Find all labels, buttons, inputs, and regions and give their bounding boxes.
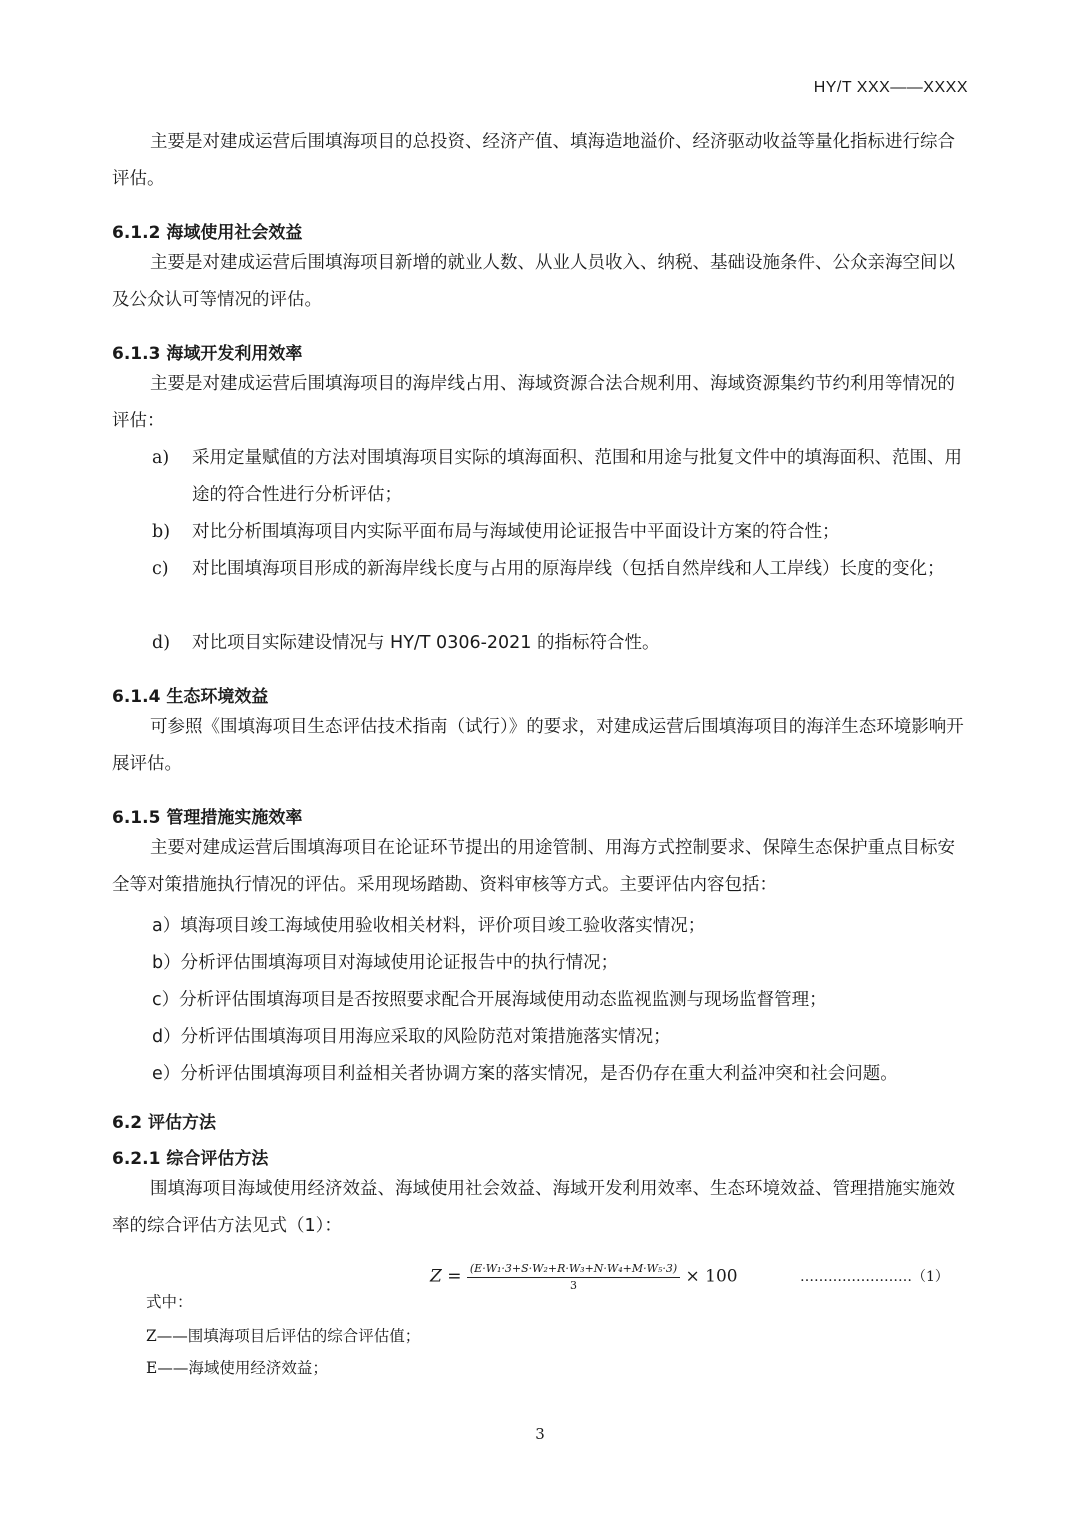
list-item-d: d）分析评估围填海项目用海应采取的风险防范对策措施落实情况； <box>152 1027 671 1047</box>
heading-6-2: 6.2 评估方法 <box>112 1113 217 1133</box>
paragraph-text: 主要对建成运营后围填海项目在论证环节提出的用途管制、用海方式控制要求、保障生态保护重点目标安全等对策措施执行情况的评估。采用现场踏勘、资料审核等方式。主要评估内容包括： <box>112 838 955 895</box>
paragraph-text: 主要是对建成运营后围填海项目新增的就业人数、从业人员收入、纳税、基础设施条件、公众亲海空间以及公众认可等情况的评估。 <box>112 253 955 310</box>
formula-lhs: Z = <box>430 1266 462 1287</box>
list-text: 对比围填海项目形成的新海岸线长度与占用的原海岸线（包括自然岸线和人工岸线）长度的变化； <box>192 559 945 579</box>
paragraph-6-1-4 <box>112 709 968 783</box>
paragraph-text: 围填海项目海域使用经济效益、海域使用社会效益、海域开发利用效率、生态环境效益、管理措施实施效率的综合评估方法见式（1）： <box>112 1179 955 1236</box>
paragraph-text: 可参照《围填海项目生态评估技术指南（试行）》的要求，对建成运营后围填海项目的海洋生态环境影响开展评估。 <box>112 717 964 774</box>
standard-code: HY/T XXX——XXXX <box>813 79 968 96</box>
paragraph-6-1-1 <box>112 124 968 198</box>
list-label: b) <box>152 522 171 542</box>
formula-fraction <box>467 1262 680 1292</box>
formula-rhs: × 100 <box>685 1266 738 1287</box>
paragraph-text: 主要是对建成运营后围填海项目的总投资、经济产值、填海造地溢价、经济驱动收益等量化指标进行综合评估。 <box>112 132 955 189</box>
paragraph-6-2-1 <box>112 1171 968 1245</box>
heading-6-2-1: 6.2.1 综合评估方法 <box>112 1149 269 1169</box>
list-text: 采用定量赋值的方法对围填海项目实际的填海面积、范围和用途与批复文件中的填海面积、范围、用途的符合性进行分析评估； <box>192 448 962 505</box>
formula-1 <box>430 1262 738 1292</box>
definition-z: Z——围填海项目后评估的综合评估值； <box>146 1327 421 1345</box>
list-item-b: b）分析评估围填海项目对海域使用论证报告中的执行情况； <box>152 953 619 973</box>
heading-6-1-2: 6.1.2 海域使用社会效益 <box>112 223 303 243</box>
paragraph-6-1-3 <box>112 366 968 440</box>
list-item-b <box>152 514 968 551</box>
list-text: 对比项目实际建设情况与 HY/T 0306-2021 的指标符合性。 <box>192 633 660 653</box>
heading-6-1-3: 6.1.3 海域开发利用效率 <box>112 344 303 364</box>
paragraph-6-1-5 <box>112 830 968 904</box>
page-number: 3 <box>535 1425 545 1443</box>
list-label: a) <box>152 448 170 468</box>
list-item-c: c）分析评估围填海项目是否按照要求配合开展海域使用动态监视监测与现场监督管理； <box>152 990 827 1010</box>
list-item-d <box>152 625 968 662</box>
paragraph-text: 主要是对建成运营后围填海项目的海岸线占用、海域资源合法合规利用、海域资源集约节约利用等情况的评估： <box>112 374 955 431</box>
where-label: 式中： <box>146 1293 193 1311</box>
formula-denominator: 3 <box>570 1279 577 1292</box>
formula-numerator: (E·W₁·3+S·W₂+R·W₃+N·W₄+M·W₅·3) <box>467 1262 680 1278</box>
list-item-a: a）填海项目竣工海域使用验收相关材料，评价项目竣工验收落实情况； <box>152 916 706 936</box>
paragraph-6-1-2 <box>112 245 968 319</box>
list-label: d) <box>152 633 171 653</box>
list-item-e: e）分析评估围填海项目利益相关者协调方案的落实情况，是否仍存在重大利益冲突和社会问题。 <box>152 1064 898 1084</box>
heading-6-1-5: 6.1.5 管理措施实施效率 <box>112 808 303 828</box>
list-item-c <box>152 551 968 588</box>
list-label: c) <box>152 559 169 579</box>
heading-6-1-4: 6.1.4 生态环境效益 <box>112 687 269 707</box>
equation-number: ……………………（1） <box>800 1269 949 1285</box>
list-item-a <box>152 440 968 514</box>
definition-e: E——海域使用经济效益； <box>146 1359 328 1377</box>
list-text: 对比分析围填海项目内实际平面布局与海域使用论证报告中平面设计方案的符合性； <box>192 522 840 542</box>
